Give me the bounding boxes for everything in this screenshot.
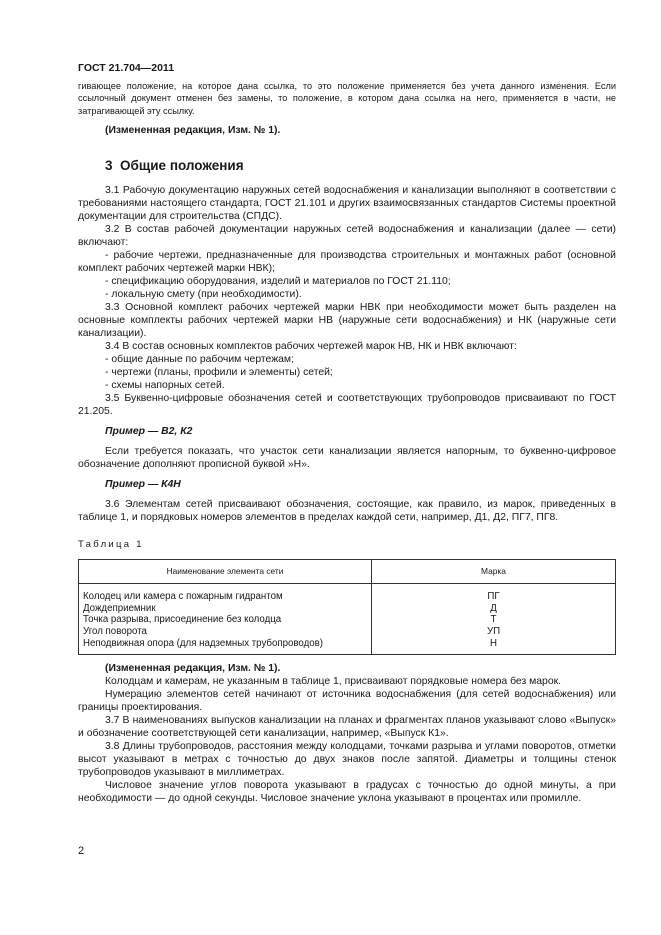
element-mark: Д xyxy=(490,602,497,614)
list-item: - спецификацию оборудования, изделий и материалов по ГОСТ 21.110; xyxy=(105,276,451,288)
example-1: Пример — В2, К2 xyxy=(105,426,193,438)
table-cell-names xyxy=(79,584,372,655)
table-header-name: Наименование элемента сети xyxy=(79,560,372,584)
table-row xyxy=(79,584,616,655)
unlisted-paragraph: Колодцам и камерам, не указанным в таблице 1, присваивают порядковые номера без марок. xyxy=(105,676,562,688)
paragraph-3-8: 3.8 Длины трубопроводов, расстояния между колодцами, точками разрыва и углами поворотов, отметки высот указывают в метрах с точностью до двух знаков после запятой. Диаметры и толщины стенок трубопроводов указывают в миллиметрах. xyxy=(78,741,616,779)
page-number: 2 xyxy=(78,845,85,857)
intro-paragraph: гивающее положение, на которое дана ссылка, то это положение применяется без учета данного изменения. Если ссылочный документ отменен без замены, то положение, в котором дана ссылка на него, применяется в части, не затрагивающей эту ссылку. xyxy=(78,81,616,116)
table-header-row xyxy=(79,560,616,584)
paragraph-3-1: 3.1 Рабочую документацию наружных сетей водоснабжения и канализации выполняют в соответствии с требованиями настоящего стандарта, ГОСТ 21.101 и других взаимосвязанных стандартов Системы проектной документации для строительства (СПДС). xyxy=(78,185,616,223)
pressure-paragraph: Если требуется показать, что участок сети канализации является напорным, то буквенно-цифровое обозначение дополняют прописной буквой »Н». xyxy=(78,446,616,471)
element-name: Точка разрыва, присоединение без колодца xyxy=(83,614,282,626)
paragraph-3-4: 3.4 В состав основных комплектов рабочих чертежей марок НВ, НК и НВК включают: xyxy=(105,341,517,353)
element-name: Колодец или камера с пожарным гидрантом xyxy=(83,591,283,603)
table-caption: Таблица 1 xyxy=(78,539,144,551)
document-header: ГОСТ 21.704—2011 xyxy=(78,62,175,74)
element-mark: УП xyxy=(486,626,501,637)
table-cell-marks xyxy=(372,584,616,655)
element-name: Угол поворота xyxy=(83,626,147,637)
document-body xyxy=(78,80,616,805)
numbering-paragraph: Нумерацию элементов сетей начинают от источника водоснабжения (для сетей водоснабжения) или границы проектирования. xyxy=(78,689,616,714)
paragraph-3-3: 3.3 Основной комплект рабочих чертежей марки НВК при необходимости может быть разделен на основные комплекты рабочих чертежей марки НВ (наружные сети водоснабжения) и НК (наружные сети канализации). xyxy=(78,302,616,340)
angles-paragraph: Числовое значение углов поворота указывают в градусах с точностью до одной минуты, а при необходимости — до одной секунды. Числовое значение уклона указывают в процентах или промилле. xyxy=(78,780,616,805)
element-mark: Н xyxy=(490,637,497,649)
section-heading xyxy=(105,159,616,172)
paragraph-3-2: 3.2 В состав рабочей документации наружных сетей водоснабжения и канализации (далее — сети) включают: xyxy=(78,224,616,249)
example-2: Пример — К4Н xyxy=(105,479,181,491)
paragraph-3-5: 3.5 Буквенно-цифровые обозначения сетей и соответствующих трубопроводов присваивают по ГОСТ 21.205. xyxy=(78,393,616,418)
section-number: 3 xyxy=(105,158,113,174)
section-title: Общие положения xyxy=(120,158,244,174)
element-name: Неподвижная опора (для надземных трубопроводов) xyxy=(83,637,323,649)
edition-note-1: (Измененная редакция, Изм. № 1). xyxy=(105,125,281,137)
list-item: - рабочие чертежи, предназначенные для производства строительных и монтажных работ (основной комплект рабочих чертежей марки НВК); xyxy=(78,250,616,275)
edition-note-2: (Измененная редакция, Изм. № 1). xyxy=(105,663,281,675)
list-item: - локальную смету (при необходимости). xyxy=(105,289,302,301)
list-item: - чертежи (планы, профили и элементы) сетей; xyxy=(105,367,333,379)
paragraph-3-6: 3.6 Элементам сетей присваивают обозначения, состоящие, как правило, из марок, приведенных в таблице 1, и порядковых номеров элементов в пределах каждой сети, например, Д1, Д2, ПГ7, ПГ8. xyxy=(78,499,616,524)
table-header-mark: Марка xyxy=(372,560,616,584)
list-item: - общие данные по рабочим чертежам; xyxy=(105,354,294,366)
paragraph-3-7: 3.7 В наименованиях выпусков канализации на планах и фрагментах планов указывают слово «Выпуск» и обозначение соответствующей сети канализации, например, «Выпуск К1». xyxy=(78,715,616,740)
element-mark: ПГ xyxy=(487,591,500,603)
element-name: Дождеприемник xyxy=(83,602,156,614)
list-item: - схемы напорных сетей. xyxy=(105,380,225,392)
elements-table xyxy=(78,559,616,655)
element-mark: Т xyxy=(490,614,497,626)
